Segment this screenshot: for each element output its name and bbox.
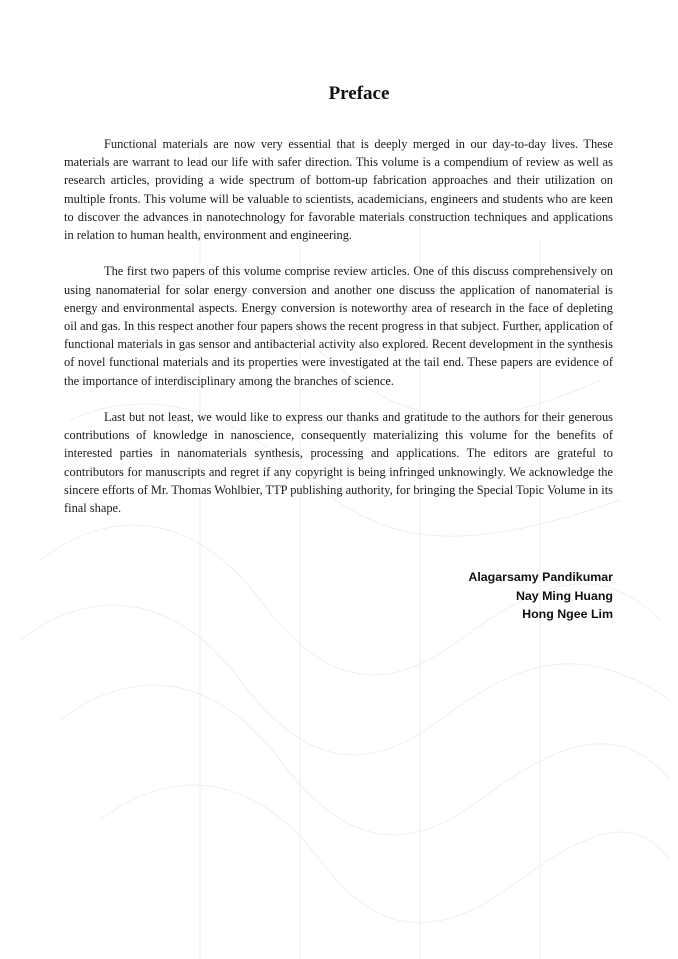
- editor-name: Hong Ngee Lim: [522, 607, 613, 621]
- paragraph: The first two papers of this volume comprise review articles. One of this discuss comprehensively on using nanomaterial for solar energy conversion and another one discuss the application of nanomaterial is energy and environmental aspects. Energy conversion is noteworthy area of research in the face of depleting oil and gas. In this respect another four papers shows the recent progress in that subject. Further, application of functional materials in gas sensor and antibacterial activity also explored. Recent development in the synthesis of novel functional materials and its properties were investigated at the tail end. These papers are evidence of the importance of interdisciplinary among the branches of science.: [64, 264, 614, 388]
- preface-body: [64, 135, 613, 535]
- page-title: Preface: [328, 83, 390, 104]
- editor-name: Nay Ming Huang: [515, 588, 613, 603]
- paragraph: Functional materials are now very essential that is deeply merged in our day-to-day lives. These materials are warrant to lead our life with safer direction. This volume is a compendium of review as well as research articles, providing a wide spectrum of bottom-up fabrication approaches and their utilization on multiple fronts. This volume will be valuable to scientists, academicians, engineers and students who are keen to discover the advances in nanotechnology for favorable materials construction techniques and applications in relation to human health, environment and engineering.: [64, 137, 613, 243]
- paragraph: Last but not least, we would like to express our thanks and gratitude to the authors for their generous contributions of knowledge in nanoscience, consequently materializing this volume for the benefits of interested parties in nanomaterials synthesis, processing and applications. The editors are grateful to contributors for manuscripts and regret if any copyright is being infringed unknowingly. We acknowledge the sincere efforts of Mr. Thomas Wohlbier, TTP publishing authority, for bringing the Special Topic Volume in its final shape.: [64, 410, 613, 516]
- editor-name: Alagarsamy Pandikumar: [468, 570, 613, 584]
- editor-signatures: [340, 568, 613, 624]
